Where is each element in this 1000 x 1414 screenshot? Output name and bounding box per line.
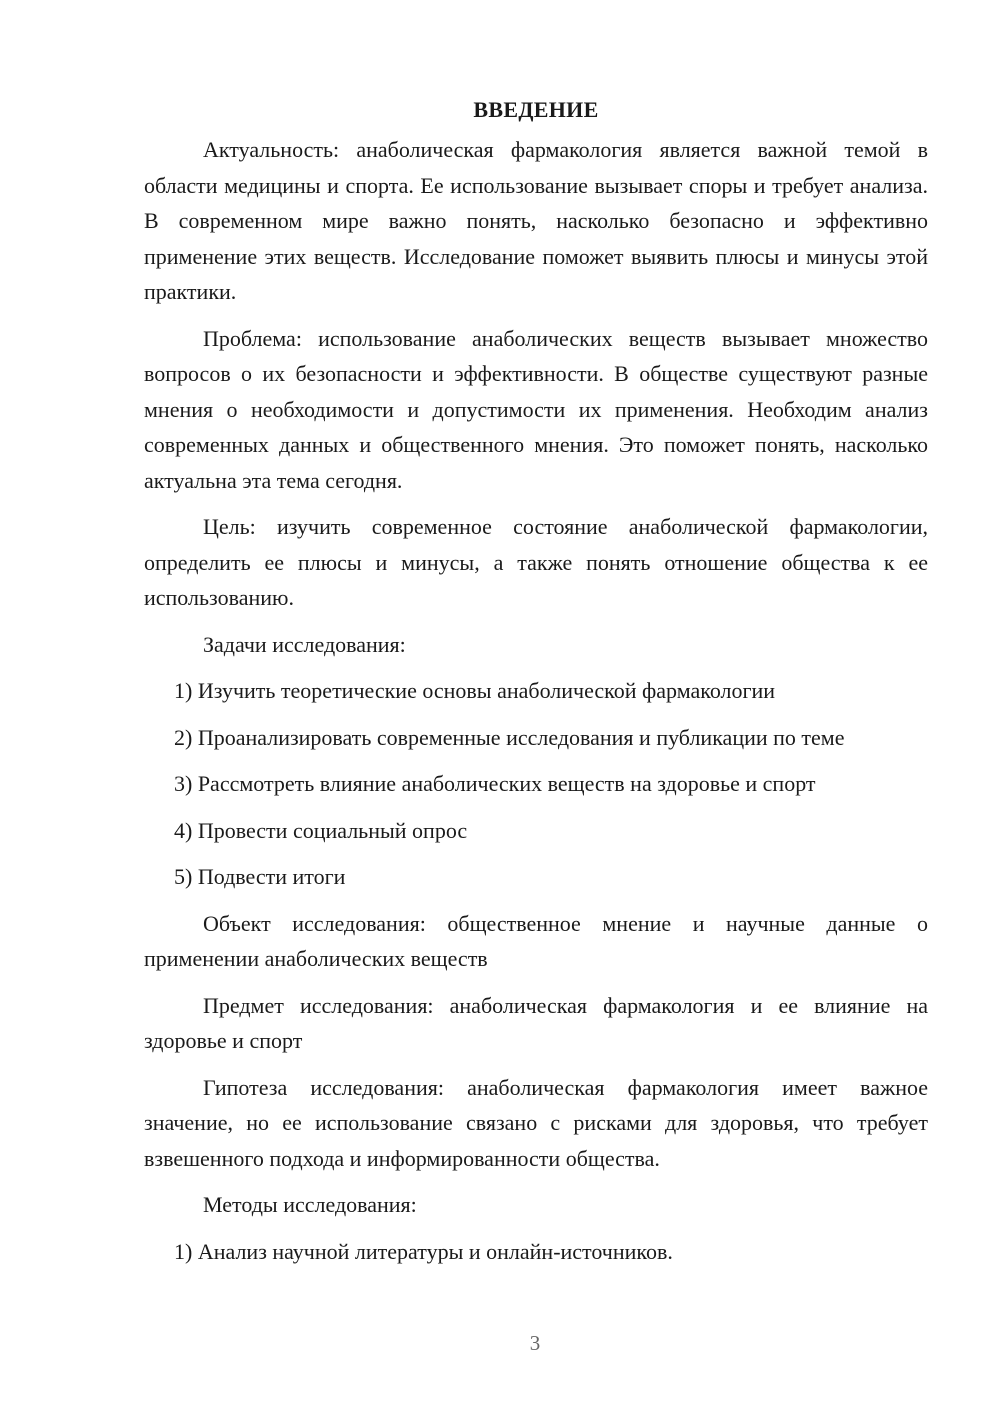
paragraph-goal: Цель: изучить современное состояние анаболической фармакологии, определить ее плюсы и минусы, а также понять отношение общества к ее использованию. <box>144 514 928 610</box>
task-item: 4) Провести социальный опрос <box>174 817 468 843</box>
task-item: 1) Изучить теоретические основы анаболической фармакологии <box>174 678 776 703</box>
paragraph-object: Объект исследования: общественное мнение и научные данные о применении анаболических веществ <box>144 910 928 971</box>
methods-heading: Методы исследования: <box>203 1192 417 1217</box>
paragraph-hypothesis: Гипотеза исследования: анаболическая фармакология имеет важное значение, но ее использование связано с рисками для здоровья, что требует взвешенного подхода и информированности общества. <box>144 1074 928 1171</box>
page-number: 3 <box>529 1331 541 1355</box>
method-item: 1) Анализ научной литературы и онлайн-источников. <box>174 1238 673 1264</box>
tasks-heading: Задачи исследования: <box>203 631 406 657</box>
paragraph-relevance: Актуальность: анаболическая фармакология является важной темой в области медицины и спорта. Ее использование вызывает споры и требует анализа. В современном мире важно понять, насколько безопасно и эффективно применение этих веществ. Исследование поможет выявить плюсы и минусы этой практики. <box>144 137 928 304</box>
task-item: 2) Проанализировать современные исследования и публикации по теме <box>174 724 845 750</box>
paragraph-problem: Проблема: использование анаболических веществ вызывает множество вопросов о их безопасности и эффективности. В обществе существуют разные мнения о необходимости и допустимости их применения. Необходим анализ современных данных и общественного мнения. Это поможет понять, насколько актуальна эта тема сегодня. <box>144 325 928 493</box>
paragraph-subject: Предмет исследования: анаболическая фармакология и ее влияние на здоровье и спорт <box>144 992 928 1053</box>
section-title: ВВЕДЕНИЕ <box>473 97 599 122</box>
task-item: 3) Рассмотреть влияние анаболических веществ на здоровье и спорт <box>174 771 816 796</box>
page-body <box>144 92 928 1280</box>
task-item: 5) Подвести итоги <box>174 864 346 889</box>
